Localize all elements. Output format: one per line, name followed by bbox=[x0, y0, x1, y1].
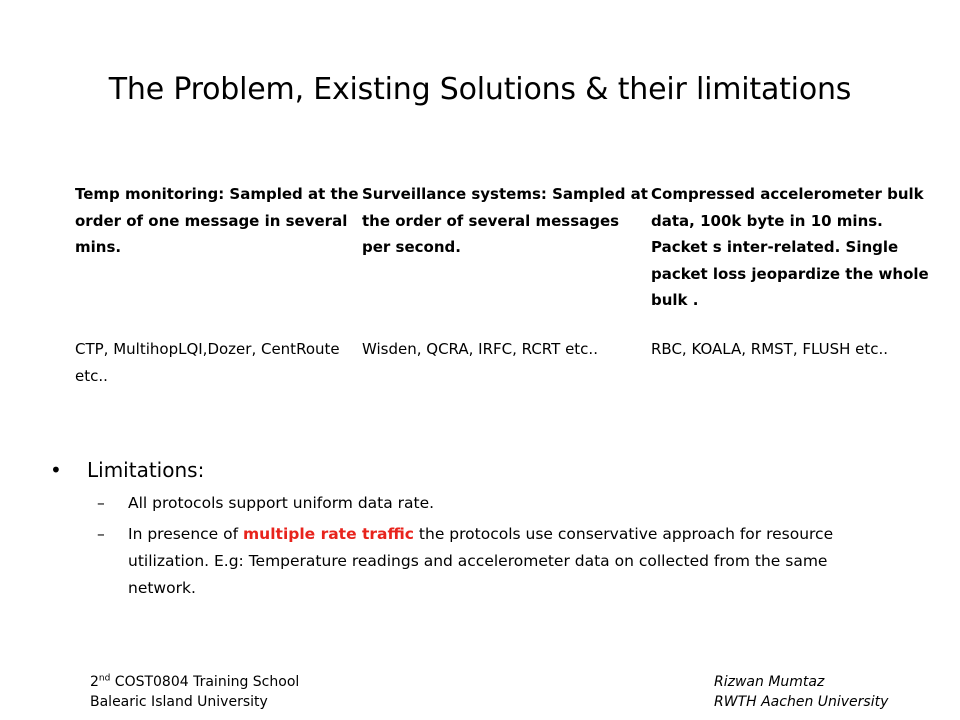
footer-event-name: COST0804 Training School bbox=[110, 674, 300, 690]
footer-event-number: 2 bbox=[90, 674, 99, 690]
column-accelerometer bbox=[651, 181, 941, 358]
dash-icon: – bbox=[97, 525, 105, 543]
limitation-text: All protocols support uniform data rate. bbox=[128, 494, 435, 512]
limitations-heading: Limitations: bbox=[87, 458, 205, 482]
limitation-text-after: the protocols use conservative approach for resource utilization. E.g: Temperature readings and accelerometer data on collected from the same network. bbox=[128, 525, 834, 597]
footer-author: Rizwan Mumtaz bbox=[714, 674, 825, 690]
column-surveillance bbox=[362, 181, 652, 358]
footer-affiliation: RWTH Aachen University bbox=[714, 694, 889, 710]
column-heading: Temp monitoring: Sampled at the order of one message in several mins. bbox=[75, 185, 359, 256]
highlighted-phrase: multiple rate traffic bbox=[243, 525, 414, 543]
column-protocols: CTP, MultihopLQI,Dozer, CentRoute etc.. bbox=[75, 340, 340, 385]
bullet-icon: • bbox=[50, 458, 62, 482]
slide-title: The Problem, Existing Solutions & their limitations bbox=[108, 72, 852, 107]
column-protocols: RBC, KOALA, RMST, FLUSH etc.. bbox=[651, 340, 889, 358]
column-protocols: Wisden, QCRA, IRFC, RCRT etc.. bbox=[362, 340, 598, 358]
column-heading: Surveillance systems: Sampled at the order of several messages per second. bbox=[362, 185, 648, 256]
dash-icon: – bbox=[97, 494, 105, 512]
column-heading: Compressed accelerometer bulk data, 100k byte in 10 mins. Packet s inter-related. Single packet loss jeopardize the whole bulk . bbox=[651, 185, 929, 309]
limitation-text-before: In presence of bbox=[128, 525, 244, 543]
footer-left bbox=[90, 672, 299, 712]
footer-right bbox=[714, 672, 888, 712]
footer-venue: Balearic Island University bbox=[90, 694, 268, 710]
limitation-text bbox=[128, 521, 858, 602]
column-temp-monitoring bbox=[75, 181, 365, 385]
footer-event-ordinal: nd bbox=[98, 673, 111, 684]
footer-event bbox=[90, 672, 299, 692]
